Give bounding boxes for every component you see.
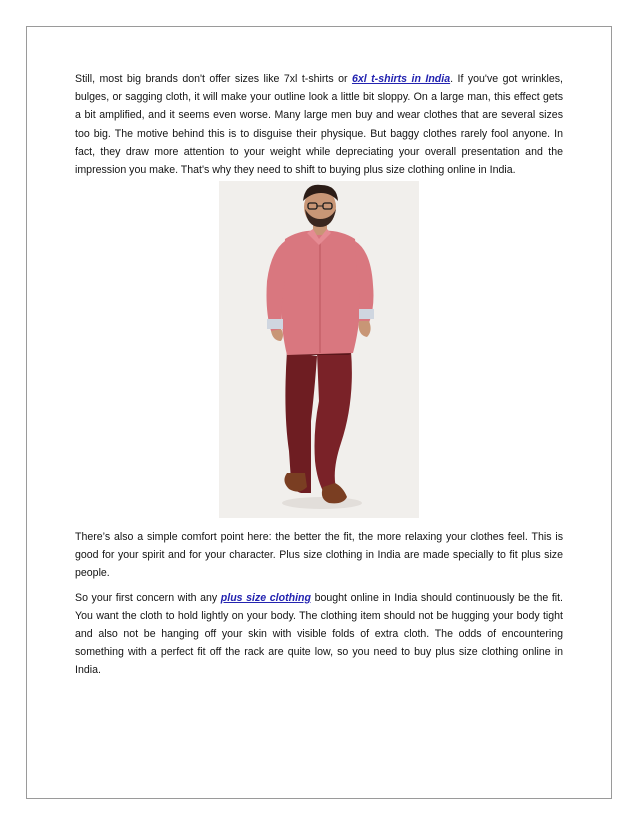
paragraph-3 <box>75 589 563 680</box>
link-6xl-tshirts[interactable]: 6xl t-shirts in India <box>351 73 451 85</box>
paragraph-1 <box>75 70 563 179</box>
paragraph-1-text-after: . If you've got wrinkles, bulges, or sagging cloth, it will make your outline look a little bit sloppy. On a large man, this effect gets a bit amplified, and it seems even worse. Many large men buy and wear clothes that are several sizes too big. The motive behind this is to disguise their physique. But baggy clothes rarely fool anyone. In fact, they draw more attention to your weight while depreciating your overall presentation and the impression you make. That's why they need to shift to buying plus size clothing online in India. <box>75 73 563 177</box>
paragraph-2: There’s also a simple comfort point here: the better the fit, the more relaxing your clothes feel. This is good for your spirit and for your character. Plus size clothing in India are made specially to fit plus size people. <box>75 531 563 580</box>
paragraph-block-top <box>75 70 563 179</box>
product-photo-man-pink-shirt <box>219 181 419 518</box>
paragraph-3-text-before: So your first concern with any <box>75 591 221 604</box>
paragraph-1-text-before: Still, most big brands don't offer sizes like 7xl t-shirts or <box>75 73 352 85</box>
paragraph-3-text-after: bought online in India should continuously be the fit. You want the cloth to hold lightly on your body. The clothing item should not be hugging your body tight and also not be hanging off your skin with visible folds of extra cloth. The odds of encountering something with a perfect fit off the rack are quite low, so you need to buy plus size clothing online in India. <box>75 591 564 677</box>
paragraph-block-bottom <box>75 528 563 680</box>
link-plus-size-clothing[interactable]: plus size clothing <box>220 591 311 604</box>
